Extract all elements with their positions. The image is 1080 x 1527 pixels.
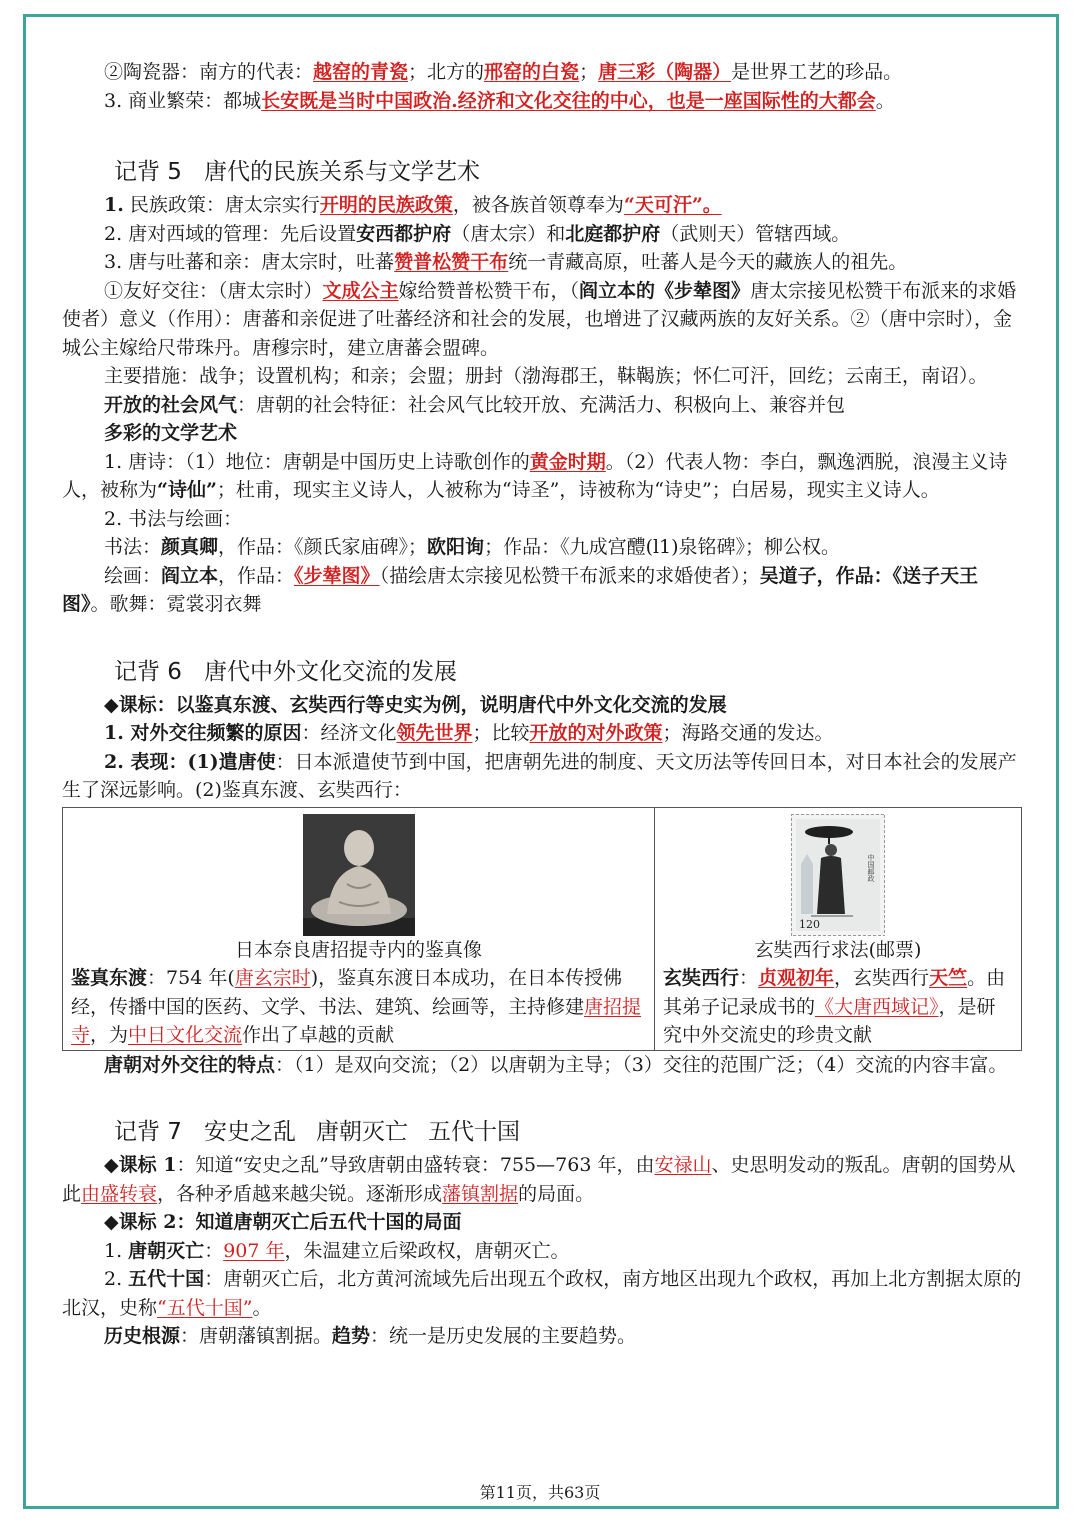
jianzhen-caption: 日本奈良唐招提寺内的鉴真像 [234,938,482,961]
key-term: 唐朝灭亡 [128,1239,205,1262]
section-number: 记背 6 [114,658,182,685]
s5-p2 [62,220,1022,249]
text: ： [204,1239,224,1262]
text: ；作品：《九成宫醴(l1)泉铭碑》；柳公权。 [484,536,841,558]
key-term: 越窑的青瓷 [313,61,409,83]
section-number: 记背 5 [114,159,182,185]
key-term: 颜真卿 [161,536,219,558]
text: ②陶瓷器：南方的代表： [104,61,314,83]
key-term: “天可汗”。 [623,194,722,216]
text: 1. [104,1239,129,1262]
text: 。 [252,1296,272,1319]
s5-p5: 主要措施：战争；设置机构；和亲；会盟；册封（渤海郡王，靺鞨族；怀仁可汗，回纥；云南王，南诏）。 [104,365,988,387]
key-term: 2. 表现：(1)遣唐使 [104,750,276,773]
text: 统一青藏高原，吐蕃人是今天的藏族人的祖先。 [508,251,908,273]
key-term: 安西都护府 [356,222,452,245]
key-term: 鉴真东渡 [71,967,148,989]
xuanzang-stamp-image [791,814,885,936]
section-title: 唐代中外文化交流的发展 [203,658,457,685]
commerce-line [62,87,1022,116]
key-term: 长安既是当时中国政治.经济和文化交往的中心，也是一座国际性的大都会 [261,89,876,112]
text: ：知道“安史之乱”导致唐朝由盛转衰：755—763 年，由 [176,1154,655,1176]
text: ；比较 [472,722,530,744]
text: ：754 年( [147,967,235,989]
key-term: “五代十国” [157,1296,253,1319]
section-number: 记背 7 [114,1119,182,1145]
s5-p4 [62,277,1022,363]
text: 。 [875,89,895,112]
s7-p5 [62,1322,1022,1351]
text: （唐太宗）和 [451,222,566,245]
curriculum-note: ◆课标：以鉴真东渡、玄奘西行等史实为例，说明唐代中外文化交流的发展 [104,693,727,716]
s7-p1 [62,1151,1022,1208]
key-term: 唐朝对外交往的特点 [104,1053,276,1076]
stamp-value: 120 [799,917,820,931]
s6-p3 [62,748,1022,805]
curriculum-note: ◆课标 1 [104,1154,177,1176]
item-number: 1. [104,194,124,216]
s7-curriculum-2 [62,1208,1022,1237]
text: （描绘唐太宗接见松赞干布派来的求婚使者）； [379,564,760,587]
s5-p1 [62,191,1022,220]
text: 。（2）代表人物：李白，飘逸洒脱，浪漫主义诗人，被称为 [62,450,1008,501]
key-term: 黄金时期 [529,450,606,473]
xuanzang-text [663,964,1013,1050]
key-term: 开放的对外政策 [529,722,663,744]
text: 绘画： [104,564,162,587]
text: ；海路交通的发达。 [662,722,834,744]
s6-curriculum [62,691,1022,720]
text: ；杜甫，现实主义诗人，人被称为“诗圣”，诗被称为“诗史”；白居易，现实主义诗人。 [216,479,940,501]
text: ，朱温建立后梁政权，唐朝灭亡。 [284,1239,570,1262]
text: 、史思明发动的叛乱。唐朝的国势从此 [62,1154,1016,1205]
text: 作出了卓越的贡献 [242,1024,395,1046]
s5-p10 [62,533,1022,562]
s5-p8 [62,448,1022,505]
s5-p9: 2. 书法与绘画： [104,507,243,530]
stamp-country: 中国邮政 [867,853,875,882]
text: ：唐朝藩镇割据。 [180,1325,333,1347]
text: ，是研究中外交流史的珍贵文献 [663,995,996,1046]
key-term: 《大唐西域记》 [815,995,939,1018]
key-term: 趋势 [332,1325,371,1347]
key-term: 由盛转衰 [81,1182,158,1205]
s5-p6 [62,391,1022,420]
text: 3. 唐与吐蕃和亲：唐太宗时，吐蕃 [104,251,395,273]
text: ；北方的 [408,61,485,83]
text: ，作品：《颜氏家庙碑》； [218,536,428,558]
text: ，作品： [218,564,295,587]
section-title: 唐代的民族关系与文学艺术 [203,159,480,185]
text: ：（1）是双向交流；（2）以唐朝为主导；（3）交往的范围广泛；（4）交流的内容丰富。 [275,1053,1008,1076]
section-title: 安史之乱 [203,1119,296,1145]
key-term: 阎立本的《步辇图》 [579,279,751,302]
jianzhen-cell [63,807,655,1050]
text: 书法： [104,536,162,558]
s5-subheading [62,419,1022,448]
key-term: 《步辇图》 [294,564,380,587]
s5-p11 [62,562,1022,619]
xuanzang-caption: 玄奘西行求法(邮票) [754,938,922,961]
text: ：经济文化 [301,722,397,744]
subheading: 多彩的文学艺术 [104,422,238,444]
text: 是世界工艺的珍品。 [731,61,903,83]
text: 的局面。 [518,1182,595,1205]
text: ，为 [90,1024,129,1046]
s7-p3 [62,1237,1022,1266]
key-term: 阎立本 [161,564,219,587]
text: ①友好交往：（唐太宗时） [104,279,323,302]
text: ； [579,61,599,83]
key-term: 唐三彩（陶器） [598,61,732,83]
xuanzang-cell [655,807,1022,1050]
key-term: 玄奘西行 [663,967,740,989]
key-term: 北庭都护府 [565,222,661,245]
page-content [62,58,1022,1351]
text: （武则天）管辖西域。 [660,222,851,245]
key-term: 907 年 [223,1239,285,1262]
key-term: 中日文化交流 [128,1024,243,1046]
section-title: 唐朝灭亡 [315,1119,408,1145]
text: ：统一是历史发展的主要趋势。 [370,1325,637,1347]
section-5-heading [114,155,1022,189]
key-term: 开放的社会风气 [104,393,238,416]
section-title: 五代十国 [427,1119,520,1145]
key-term: 1. 对外交往频繁的原因 [104,722,302,744]
key-term: 开明的民族政策 [319,194,453,216]
key-term: 领先世界 [396,722,473,744]
key-term: 藩镇割据 [442,1182,519,1205]
ceramics-line [62,58,1022,87]
key-term: 邢窑的白瓷 [484,61,580,83]
text: 3. 商业繁荣：都城 [104,89,262,112]
key-term: “诗仙” [157,479,217,501]
text: 2. 唐对西域的管理：先后设置 [104,222,357,245]
key-term: 贞观初年 [758,967,835,989]
text: 。歌舞：霓裳羽衣舞 [90,593,262,615]
text: ，各种矛盾越来越尖锐。逐渐形成 [157,1182,443,1205]
text: )，鉴真东渡日本成功，在日本传授佛经，传播中国的医药、文学、书法、建筑、绘画等，主持修建 [71,967,623,1018]
text: 民族政策：唐太宗实行 [123,194,320,216]
text: ：唐朝灭亡后，北方黄河流域先后出现五个政权，南方地区出现九个政权，再加上北方割据太原的北汉，史称 [62,1268,1022,1319]
page-footer: 第11页，共63页 [479,1483,601,1502]
jianzhen-text [71,964,646,1050]
key-term: 赞普松赞干布 [394,251,509,273]
s5-p3 [62,248,1022,277]
text: 2. [104,1268,129,1290]
s6-p2 [62,719,1022,748]
text: 1. 唐诗：（1）地位：唐朝是中国历史上诗歌创作的 [104,450,530,473]
text: ，玄奘西行 [834,967,930,989]
text: ，被各族首领尊奉为 [452,194,624,216]
text: 嫁给赞普松赞干布，（ [398,279,580,302]
curriculum-note: ◆课标 2：知道唐朝灭亡后五代十国的局面 [104,1211,462,1233]
s7-p4 [62,1265,1022,1322]
key-term: 天竺 [929,967,968,989]
key-term: 五代十国 [128,1268,205,1290]
text: 。由其弟子记录成书的 [663,967,1006,1018]
key-term: 安禄山 [654,1154,712,1176]
key-term: 历史根源 [104,1325,181,1347]
text: ：唐朝的社会特征：社会风气比较开放、充满活力、积极向上、兼容并包 [237,393,846,416]
key-term: 欧阳询 [427,536,485,558]
text: 唐太宗接见松赞干布派来的求婚使者）意义（作用）：唐蕃和亲促进了吐蕃经济和社会的发展，也增进了汉藏两族的友好关系。②（唐中宗时），金城公主嫁给尺带珠丹。唐穆宗时，建立唐蕃会盟碑。 [62,279,1017,359]
text: ：日本派遣使节到中国，把唐朝先进的制度、天文历法等传回日本，对日本社会的发展产生了深远影响。(2)鉴真东渡、玄奘西行： [62,750,1017,801]
section-7-heading [114,1115,1022,1149]
key-term: 唐招提寺 [71,995,642,1046]
jianzhen-statue-image [303,814,415,936]
key-term: 唐玄宗时 [234,967,311,989]
key-term: 吴道子，作品：《送子天王图》 [62,564,979,615]
exchange-table [62,807,1022,1051]
key-term: 文成公主 [322,279,399,302]
s6-p4 [62,1051,1022,1080]
text: ： [739,967,759,989]
section-6-heading [114,655,1022,689]
